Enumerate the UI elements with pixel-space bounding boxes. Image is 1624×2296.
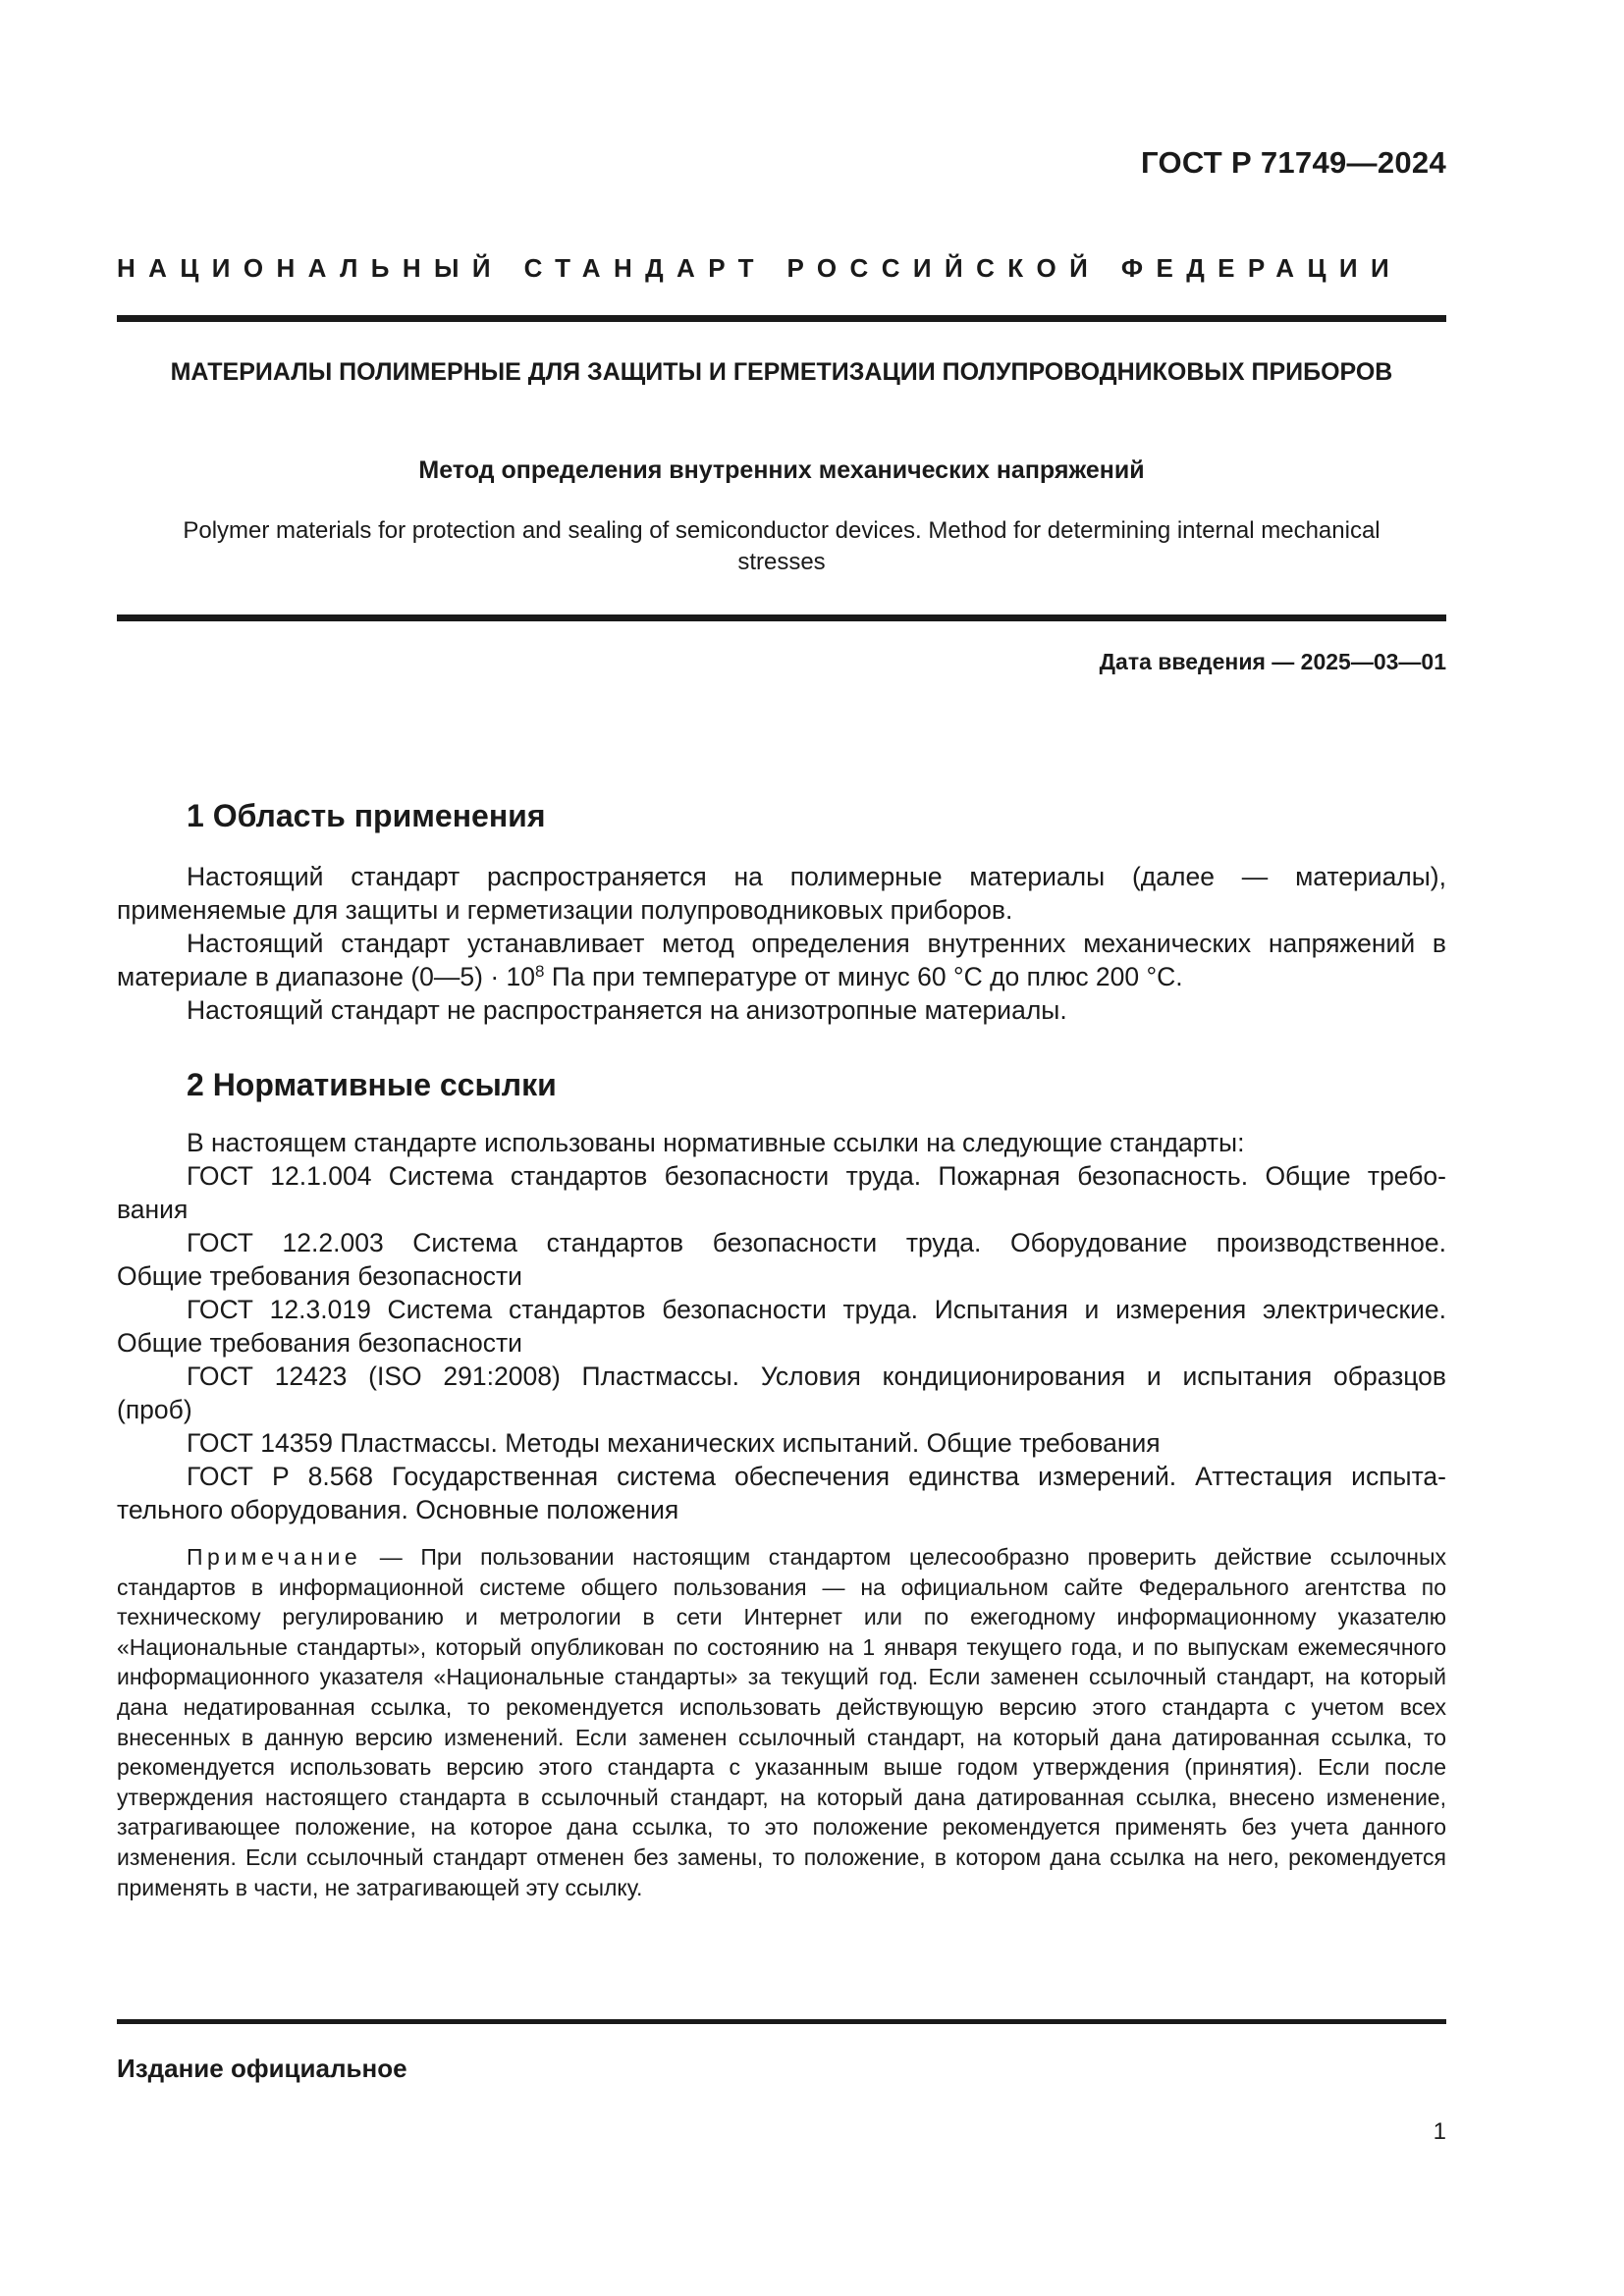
document-title: МАТЕРИАЛЫ ПОЛИМЕРНЫЕ ДЛЯ ЗАЩИТЫ И ГЕРМЕТИЗАЦИИ ПОЛУПРОВОДНИКОВЫХ ПРИБОРОВ xyxy=(170,358,1393,386)
note-text: — При пользовании настоящим стандартом целесообразно проверить действие ссылочных стандартов в информационной системе общего пользования — на официальном сайте Федерального агентства по техническому регулированию и метрологии в сети Интернет или по ежегодному информационному указателю «Национальные стандарты», который опубликован по состоянию на 1 января текущего года, и по выпускам ежемесячного информационного указателя «Национальные стандарты» за текущий год. Если заменен ссылочный стандарт, на который дана недатированная ссылка, то рекомендуется использовать действующую версию этого стандарта с учетом всех внесенных в данную версию изменений. Если заменен ссылочный стандарт, на который дана датированная ссылка, то рекомендуется использовать версию этого стандарта с указанным выше годом утверждения (принятия). Если после утверждения настоящего стандарта в ссылочный стандарт, на который дана датированная ссылка, внесено изменение, затрагивающее положение, на которое дана ссылка, то это положение рекомендуется применять без учета данного изменения. Если ссылочный стандарт отменен без замены, то положение, в котором дана ссылка на него, рекомендуется применять в части, не затрагивающей эту ссылку. xyxy=(117,1544,1446,1900)
note xyxy=(117,1542,1446,1902)
reference-item: ГОСТ 14359 Пластмассы. Методы механических испытаний. Общие требования xyxy=(187,1428,1161,1458)
reference-item: ГОСТ Р 8.568 Государственная система обеспечения единства измерений. Аттестация испыта- тельного оборудования. Основные положения xyxy=(117,1462,1446,1524)
note-label: Примечание xyxy=(187,1544,362,1570)
reference-item: ГОСТ 12.3.019 Система стандартов безопасности труда. Испытания и измерения электрические. Общие требования безопасности xyxy=(117,1295,1446,1358)
section-1-paragraph-2: Настоящий стандарт устанавливает метод определения внутренних механических напряжений в материале в диапазоне (0—5) · $10^8$ Па при температуре от минус 60 °С до плюс 200 °С. xyxy=(117,929,1446,991)
title-rule xyxy=(117,614,1446,621)
footer-rule xyxy=(117,2019,1446,2024)
standard-code: ГОСТ Р 71749—2024 xyxy=(1141,145,1446,180)
reference-item: ГОСТ 12.2.003 Система стандартов безопасности труда. Оборудование производственное. Общие требования безопасности xyxy=(117,1228,1446,1291)
reference-item: ГОСТ 12423 (ISO 291:2008) Пластмассы. Условия кондиционирования и испытания образцов (проб) xyxy=(117,1362,1446,1424)
exponent: 8 xyxy=(535,962,545,981)
introduction-date: Дата введения — 2025—03—01 xyxy=(1099,649,1446,674)
section-2-intro: В настоящем стандарте использованы нормативные ссылки на следующие стандарты: xyxy=(187,1128,1245,1157)
section-1-heading: 1 Область применения xyxy=(187,798,546,833)
top-rule xyxy=(117,315,1446,322)
section-1-paragraph-3: Настоящий стандарт не распространяется на анизотропные материалы. xyxy=(187,995,1067,1025)
reference-item: ГОСТ 12.1.004 Система стандартов безопасности труда. Пожарная безопасность. Общие требо- вания xyxy=(117,1161,1446,1224)
english-title: Polymer materials for protection and sealing of semiconductor devices. Method for determining internal mechanical stresses xyxy=(183,517,1380,575)
official-edition-label: Издание официальное xyxy=(117,2054,407,2083)
section-2-heading: 2 Нормативные ссылки xyxy=(187,1067,557,1102)
national-standard-banner: НАЦИОНАЛЬНЫЙ СТАНДАРТ РОССИЙСКОЙ ФЕДЕРАЦИИ xyxy=(117,253,1403,283)
document-subtitle: Метод определения внутренних механических напряжений xyxy=(418,456,1145,484)
section-1-paragraph-1: Настоящий стандарт распространяется на полимерные материалы (далее — материалы), применяемые для защиты и герметизации полупроводниковых приборов. xyxy=(117,862,1446,925)
page-number: 1 xyxy=(1433,2118,1446,2145)
